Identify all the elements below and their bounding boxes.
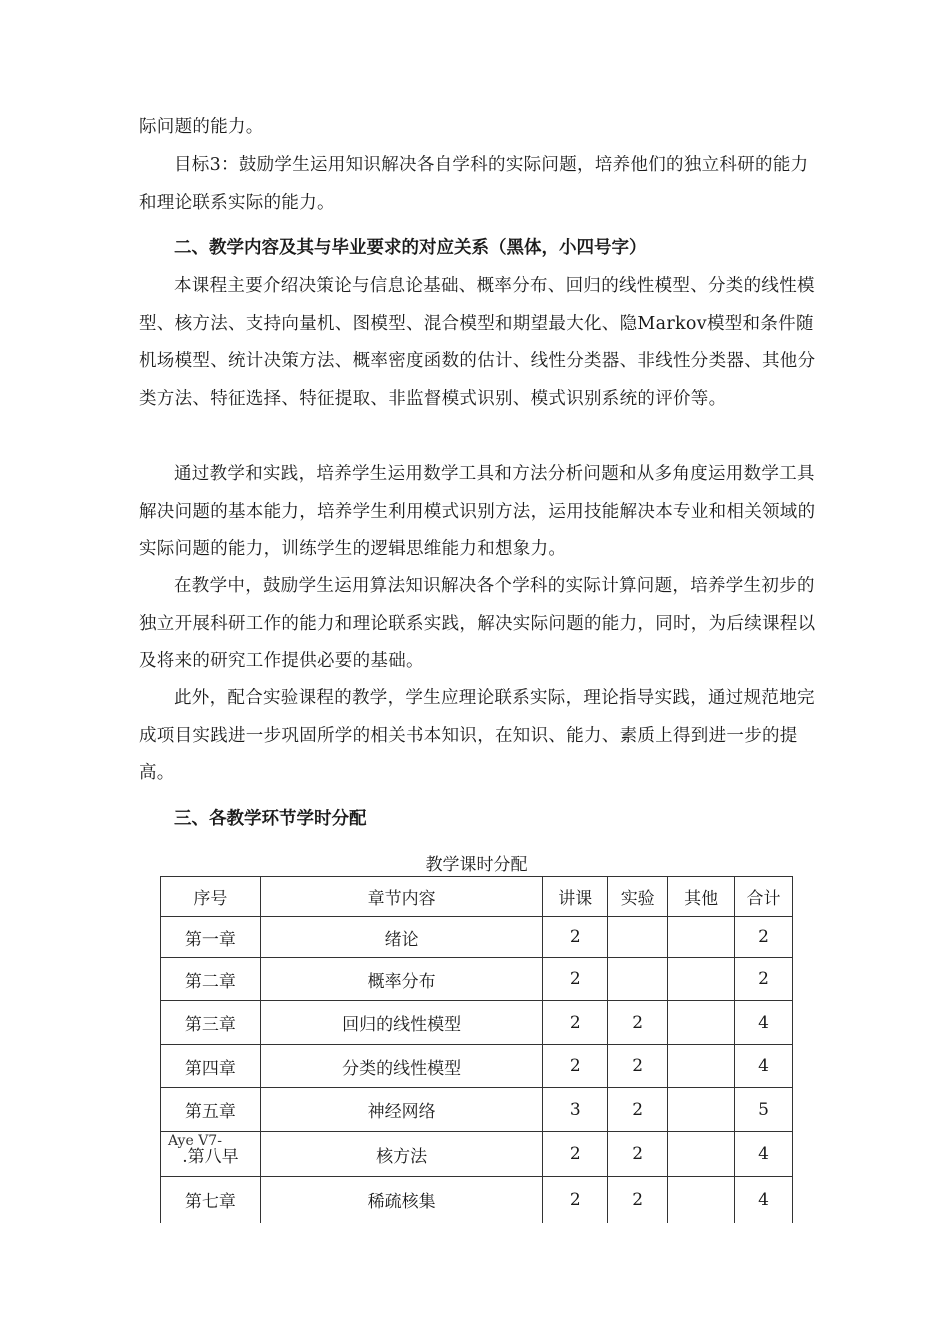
table-cell: 2 bbox=[608, 1001, 668, 1045]
table-cell: 概率分布 bbox=[260, 958, 542, 1001]
table-cell: 第三章 bbox=[161, 1001, 261, 1045]
table-cell: 第四章 bbox=[161, 1045, 261, 1088]
table-cell: 第五章 bbox=[161, 1088, 261, 1132]
table-row bbox=[161, 917, 793, 958]
table-cell: 2 bbox=[543, 1045, 608, 1088]
table-cell bbox=[608, 917, 668, 958]
table-cell: 2 bbox=[608, 1132, 668, 1177]
paragraph-lab-course: 此外，配合实验课程的教学，学生应理论联系实际，理论指导实践，通过规范地完成项目实践进一步巩固所学的相关书本知识，在知识、能力、素质上得到进一步的提高。 bbox=[139, 688, 815, 783]
table-cell: 2 bbox=[735, 917, 793, 958]
paragraph-ability-end: 际问题的能力。 bbox=[139, 117, 264, 137]
section-heading-2: 二、教学内容及其与毕业要求的对应关系（黑体，小四号字） bbox=[174, 238, 647, 258]
paragraph-goal-3: 目标3：鼓励学生运用知识解决各自学科的实际问题，培养他们的独立科研的能力和理论联系实际的能力。 bbox=[139, 155, 809, 213]
paragraph-teaching-encourage: 在教学中，鼓励学生运用算法知识解决各个学科的实际计算问题，培养学生初步的独立开展科研工作的能力和理论联系实践，解决实际问题的能力，同时，为后续课程以及将来的研究工作提供必要的基础。 bbox=[139, 576, 816, 671]
table-cell: 2 bbox=[543, 917, 608, 958]
table-cell bbox=[668, 1132, 735, 1177]
table-header-row bbox=[161, 877, 793, 917]
table-cell bbox=[668, 1177, 735, 1223]
section-heading-3: 三、各教学环节学时分配 bbox=[174, 809, 367, 829]
header-cell: 实验 bbox=[608, 877, 668, 917]
table-cell: 4 bbox=[735, 1132, 793, 1177]
table-row bbox=[161, 958, 793, 1001]
table-cell: 稀疏核集 bbox=[260, 1177, 542, 1223]
table-row bbox=[161, 1088, 793, 1132]
paragraph-course-content: 本课程主要介绍决策论与信息论基础、概率分布、回归的线性模型、分类的线性模型、核方法、支持向量机、图模型、混合模型和期望最大化、隐Markov模型和条件随机场模型、统计决策方法、概率密度函数的估计、线性分类器、非线性分类器、其他分类方法、特征选择、特征提取、非监督模式识别、模式识别系统的评价等。 bbox=[139, 276, 816, 409]
table-cell bbox=[608, 958, 668, 1001]
paragraph-teaching-practice: 通过教学和实践，培养学生运用数学工具和方法分析问题和从多角度运用数学工具解决问题的基本能力，培养学生利用模式识别方法，运用技能解决本专业和相关领域的实际问题的能力，训练学生的逻辑思维能力和想象力。 bbox=[139, 464, 816, 559]
table-cell: 回归的线性模型 bbox=[260, 1001, 542, 1045]
table-cell: 第七章 bbox=[161, 1177, 261, 1223]
scan-artifact-text: Aye V7- bbox=[168, 1133, 222, 1149]
table-cell: 2 bbox=[608, 1088, 668, 1132]
table-row bbox=[161, 1132, 793, 1177]
table-cell: 分类的线性模型 bbox=[260, 1045, 542, 1088]
header-cell: 其他 bbox=[668, 877, 735, 917]
table-cell: 2 bbox=[543, 1132, 608, 1177]
table-cell: 2 bbox=[735, 958, 793, 1001]
table-row bbox=[161, 1001, 793, 1045]
table-cell bbox=[668, 1045, 735, 1088]
table-cell: 3 bbox=[543, 1088, 608, 1132]
table-row bbox=[161, 1045, 793, 1088]
table-cell: 2 bbox=[543, 958, 608, 1001]
table-cell bbox=[668, 1001, 735, 1045]
table-cell: 神经网络 bbox=[260, 1088, 542, 1132]
table-cell: 2 bbox=[608, 1045, 668, 1088]
table-caption: 教学课时分配 bbox=[425, 855, 528, 875]
header-cell: 合计 bbox=[735, 877, 793, 917]
table-cell bbox=[668, 958, 735, 1001]
table-cell: 5 bbox=[735, 1088, 793, 1132]
header-cell: 章节内容 bbox=[260, 877, 542, 917]
teaching-hours-table bbox=[160, 876, 793, 1223]
table-cell: 第二章 bbox=[161, 958, 261, 1001]
table-cell: 2 bbox=[543, 1001, 608, 1045]
table-cell: 4 bbox=[735, 1045, 793, 1088]
table-cell: .第八早 bbox=[161, 1132, 261, 1177]
header-cell: 序号 bbox=[161, 877, 261, 917]
table-cell: 核方法 bbox=[260, 1132, 542, 1177]
table-row bbox=[161, 1177, 793, 1223]
table-cell: 4 bbox=[735, 1177, 793, 1223]
table-cell: 2 bbox=[608, 1177, 668, 1223]
table-cell bbox=[668, 1088, 735, 1132]
table-cell: 绪论 bbox=[260, 917, 542, 958]
table-cell: 2 bbox=[543, 1177, 608, 1223]
table-cell: 第一章 bbox=[161, 917, 261, 958]
table-cell: 4 bbox=[735, 1001, 793, 1045]
table-cell bbox=[668, 917, 735, 958]
header-cell: 讲课 bbox=[543, 877, 608, 917]
